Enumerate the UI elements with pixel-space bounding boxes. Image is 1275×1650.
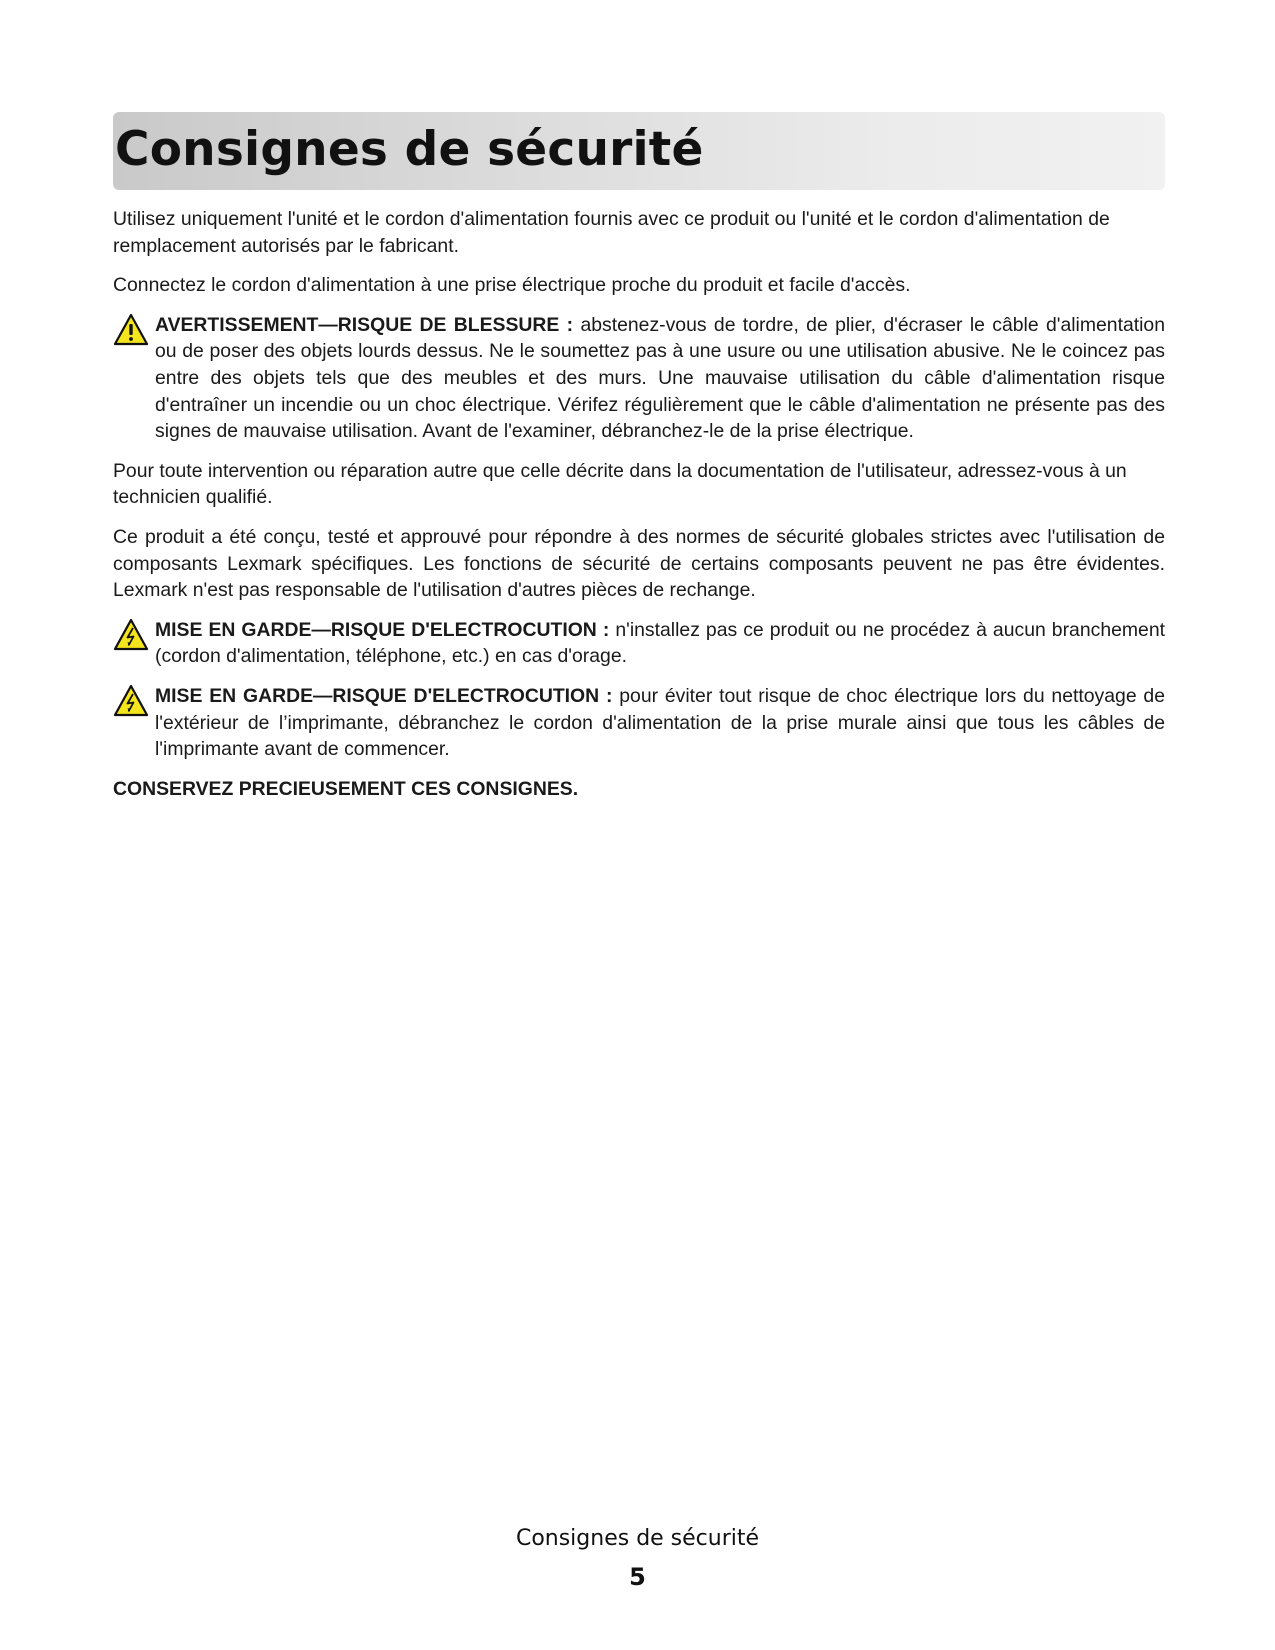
electric-shock-warning-icon bbox=[113, 618, 149, 651]
warning-notice-text bbox=[155, 312, 1165, 445]
warning-exclamation-icon bbox=[113, 313, 149, 346]
caution-label: MISE EN GARDE—RISQUE D'ELECTROCUTION : bbox=[155, 684, 613, 707]
warning-body: abstenez-vous de tordre, de plier, d'écraser le câble d'alimentation ou de poser des objets lourds dessus. Ne le soumettez pas à une usure ou une utilisation abusive. Ne le coincez pas entre des objets tels que des meubles et des murs. Une mauvaise utilisation du câble d'alimentation risque d'entraîner un incendie ou un choc électrique. Vérifez régulièrement que le câble d'alimentation ne présente pas des signes de mauvaise utilisation. Avant de l'examiner, débranchez-le de la prise électrique. bbox=[155, 313, 1166, 443]
caution-body: pour éviter tout risque de choc électrique lors du nettoyage de l'extérieur de l’imprimante, débranchez le cordon d'alimentation de la prise murale ainsi que tous les câbles de l'imprimante avant de commencer. bbox=[155, 684, 1165, 761]
caution-label: MISE EN GARDE—RISQUE D'ELECTROCUTION : bbox=[155, 618, 610, 641]
page-title: Consignes de sécurité bbox=[115, 122, 704, 177]
content-body bbox=[113, 206, 1165, 815]
paragraph-service: Pour toute intervention ou réparation autre que celle décrite dans la documentation de l'utilisateur, adressez-vous à un technicien qualifié. bbox=[113, 459, 1127, 509]
caution-notice-cleaning bbox=[113, 683, 1165, 763]
page-number: 5 bbox=[629, 1563, 646, 1591]
warning-label: AVERTISSEMENT—RISQUE DE BLESSURE : bbox=[155, 313, 574, 336]
caution-notice-storm bbox=[113, 617, 1165, 670]
electric-shock-warning-icon bbox=[113, 684, 149, 717]
closing-statement: CONSERVEZ PRECIEUSEMENT CES CONSIGNES. bbox=[113, 777, 579, 800]
caution-notice-text bbox=[155, 683, 1165, 763]
footer-section-title: Consignes de sécurité bbox=[515, 1526, 760, 1551]
paragraph-power-supply: Utilisez uniquement l'unité et le cordon d'alimentation fournis avec ce produit ou l'unité et le cordon d'alimentation de remplacement autorisés par le fabricant. bbox=[113, 208, 1110, 257]
warning-notice-injury bbox=[113, 312, 1165, 445]
caution-notice-text bbox=[155, 617, 1165, 670]
paragraph-safety-standards: Ce produit a été conçu, testé et approuvé pour répondre à des normes de sécurité globales strictes avec l'utilisation de composants Lexmark spécifiques. Les fonctions de sécurité de certains composants peuvent ne pas être évidentes. Lexmark n'est pas responsable de l'utilisation d'autres pièces de rechange. bbox=[113, 525, 1165, 602]
caution-body: n'installez pas ce produit ou ne procédez à aucun branchement (cordon d'alimentation, téléphone, etc.) en cas d'orage. bbox=[155, 618, 1165, 668]
paragraph-power-outlet: Connectez le cordon d'alimentation à une prise électrique proche du produit et facile d'accès. bbox=[113, 274, 911, 297]
